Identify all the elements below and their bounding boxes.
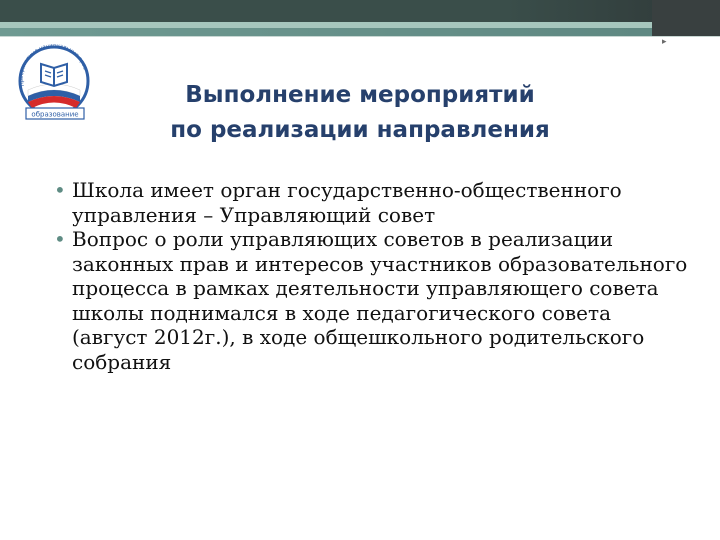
bullet-list [48, 178, 688, 374]
bullet-icon: • [54, 227, 66, 251]
program-logo [8, 42, 100, 124]
book-logo-icon [8, 42, 100, 124]
bullet-text: Школа имеет орган государственно-общественного управления – Управляющий совет [72, 178, 622, 227]
slide-title [110, 78, 610, 148]
logo-bottom-text: образование [31, 110, 79, 119]
header-corner-block [652, 0, 720, 36]
header-divider [0, 36, 720, 37]
logo-arc-text: Приоритетные национальные прое [18, 42, 88, 87]
header-bar-mid [0, 28, 720, 36]
list-item [48, 178, 688, 227]
header-bar-dark [0, 0, 720, 22]
list-item [48, 227, 688, 374]
bullet-text: Вопрос о роли управляющих советов в реализации законных прав и интересов участников образовательного процесса в рамках деятельности управляющего совета школы поднимался в ходе педагогического совета (август 2012г.), в ходе общешкольного родительского собрания [72, 227, 688, 374]
bullet-icon: • [54, 178, 66, 202]
title-line-2: по реализации направления [170, 117, 550, 143]
title-line-1: Выполнение мероприятий [185, 82, 535, 108]
corner-triangle-icon: ▸ [662, 37, 667, 47]
